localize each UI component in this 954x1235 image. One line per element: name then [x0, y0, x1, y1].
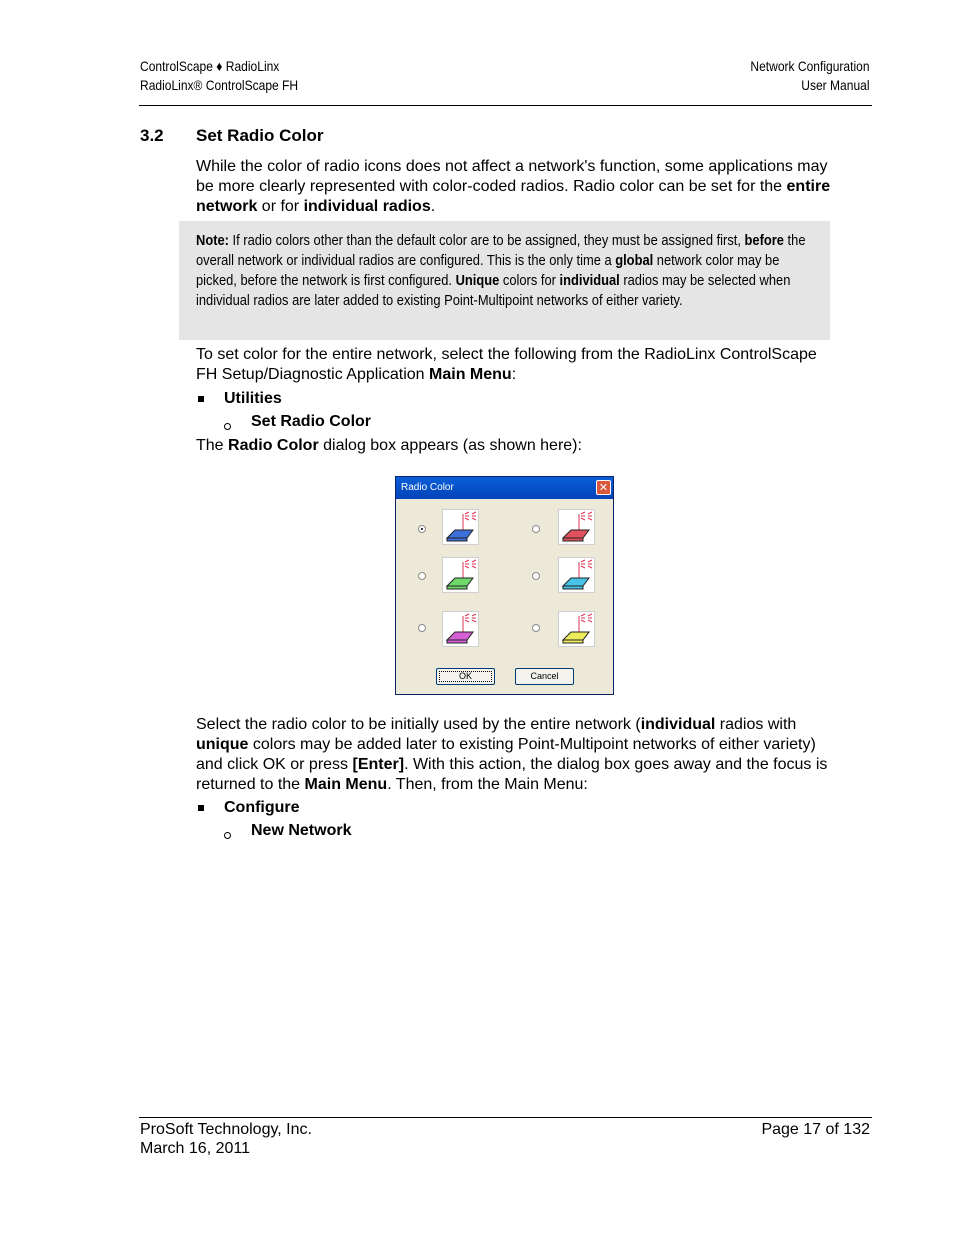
header-right — [751, 57, 870, 95]
header-left — [140, 57, 298, 95]
note-segment: network color may be picked, before the network is first configured. — [196, 252, 780, 289]
note-bold: before — [744, 232, 784, 249]
ok-button[interactable]: OK — [436, 668, 495, 685]
radio-device-magenta-icon — [442, 611, 479, 647]
radio-device-green-icon — [442, 557, 479, 593]
intro-text: While the color of radio icons does not affect a network's function, some applications may be more clearly represented with color-coded radios. Radio color can be set for the — [196, 158, 828, 195]
note-label: Note: — [196, 232, 229, 249]
radio-device-cyan-icon — [558, 557, 595, 593]
header-chapter: Network Configuration — [750, 58, 870, 74]
intro-bold-entire-network: entire network — [196, 178, 831, 215]
header-divider — [139, 105, 872, 106]
footer-date: March 16, 2011 — [140, 1140, 250, 1157]
section-number: 3.2 — [140, 126, 164, 145]
section-title: Set Radio Color — [196, 126, 324, 145]
radio-option-red[interactable] — [532, 525, 540, 533]
note-bold: individual — [559, 272, 620, 289]
radio-device-icon — [559, 558, 594, 592]
bullet-circle — [224, 423, 231, 430]
radio-device-red-icon — [558, 509, 595, 545]
header-subproduct: RadioLinx® ControlScape FH — [140, 77, 299, 93]
radio-option-green[interactable] — [418, 572, 426, 580]
dialog-intro — [196, 436, 836, 456]
bullet-circle — [224, 832, 231, 839]
close-icon[interactable]: ✕ — [596, 480, 611, 495]
footer-company: ProSoft Technology, Inc. — [140, 1121, 312, 1138]
dialog-title-bar[interactable] — [396, 477, 613, 499]
instructions2-text: colors may be added later to existing Point-Multipoint networks of either variety) and click OK or press — [196, 736, 816, 773]
header-product: ControlScape ♦ RadioLinx — [140, 58, 280, 74]
dialog-intro-bold: Radio Color — [228, 437, 319, 454]
instructions2-text: . With this action, the dialog box goes away and the focus is returned to the — [196, 756, 828, 793]
menu-utilities: Utilities — [224, 390, 282, 407]
radio-device-icon — [443, 558, 478, 592]
bullet-square — [198, 805, 204, 811]
instructions-text: To set color for the entire network, select the following from the RadioLinx ControlScape FH Setup/Diagnostic Application — [196, 346, 817, 383]
intro-text: or for — [257, 198, 304, 215]
bullet-square — [198, 396, 204, 402]
instructions-text: : — [511, 366, 517, 383]
intro-paragraph — [196, 157, 836, 217]
dialog-intro-text: dialog box appears (as shown here): — [318, 437, 582, 454]
note-segment: colors for — [499, 272, 560, 289]
menu-configure: Configure — [224, 799, 300, 816]
instructions2-bold: [Enter] — [352, 756, 405, 773]
radio-device-icon — [443, 510, 478, 544]
note-segment: the overall network or individual radios are configured. This is the only time a — [196, 232, 806, 269]
radio-device-icon — [559, 510, 594, 544]
header-doc-type: User Manual — [801, 77, 870, 93]
instructions-paragraph-2 — [196, 715, 836, 795]
menu-new-network: New Network — [251, 822, 352, 839]
instructions2-text: radios with — [715, 716, 797, 733]
instructions2-bold: individual — [640, 716, 716, 733]
footer-divider — [139, 1117, 872, 1118]
radio-color-dialog — [395, 476, 614, 695]
note-segment: If radio colors other than the default color are to be assigned, they must be assigned first, — [228, 232, 745, 249]
footer-page-number: Page 17 of 132 — [761, 1121, 870, 1138]
intro-text: . — [430, 198, 436, 215]
note-bold: Unique — [455, 272, 500, 289]
intro-bold-individual-radios: individual radios — [303, 198, 431, 215]
dialog-intro-text: The — [196, 437, 229, 454]
radio-option-cyan[interactable] — [532, 572, 540, 580]
radio-option-yellow[interactable] — [532, 624, 540, 632]
note-bold: global — [615, 252, 654, 269]
radio-option-blue[interactable] — [418, 525, 426, 533]
note-box — [179, 221, 830, 340]
note-segment: radios may be selected when individual radios are later added to existing Point-Multipoint networks of either variety. — [196, 272, 791, 309]
radio-device-icon — [559, 612, 594, 646]
instructions2-text: . Then, from the Main Menu: — [387, 776, 588, 793]
instructions2-bold: unique — [196, 736, 249, 753]
instructions2-bold: Main Menu — [304, 776, 388, 793]
radio-device-yellow-icon — [558, 611, 595, 647]
instructions-bold-main-menu: Main Menu — [429, 366, 512, 383]
radio-device-icon — [443, 612, 478, 646]
dialog-title: Radio Color — [401, 482, 454, 493]
cancel-button[interactable]: Cancel — [515, 668, 574, 685]
radio-option-magenta[interactable] — [418, 624, 426, 632]
instructions2-text: Select the radio color to be initially used by the entire network ( — [196, 716, 641, 733]
radio-device-blue-icon — [442, 509, 479, 545]
instructions-paragraph — [196, 345, 836, 385]
note-text — [196, 231, 815, 311]
menu-set-radio-color: Set Radio Color — [251, 413, 372, 430]
